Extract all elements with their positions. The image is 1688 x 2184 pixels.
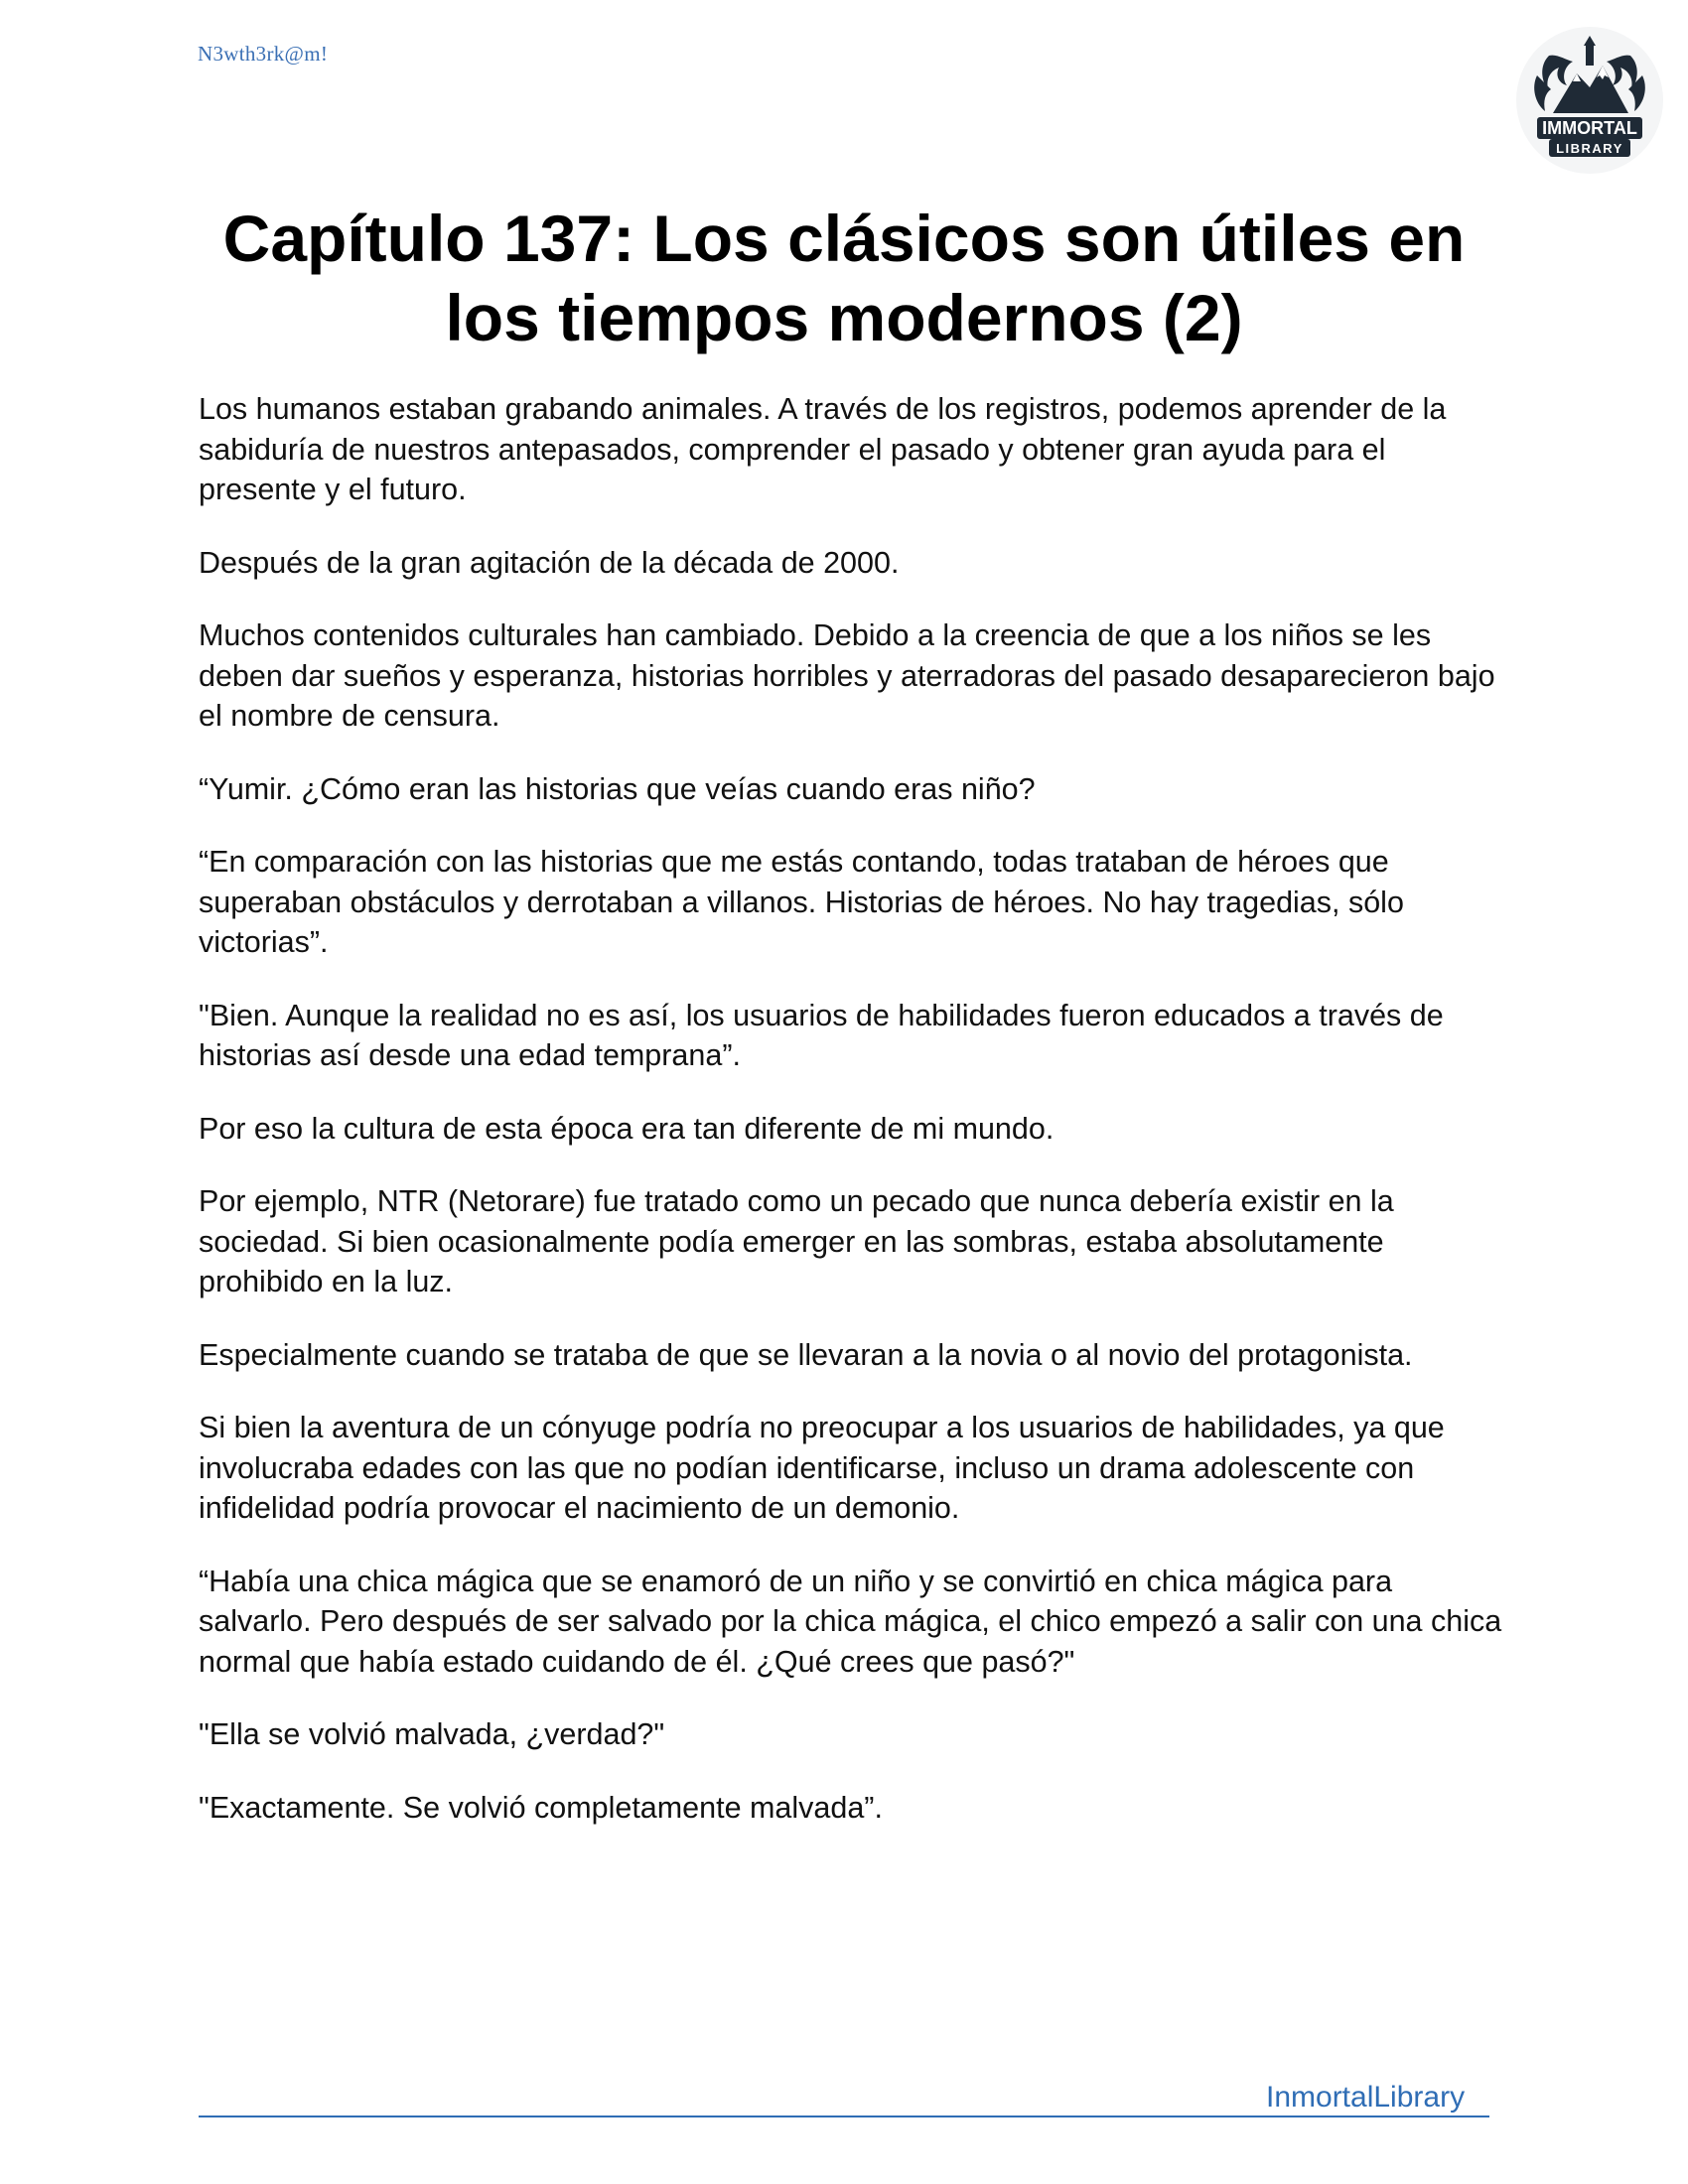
chapter-title-line1: Capítulo 137: Los clásicos son útiles en [222,202,1466,275]
paragraph: Muchos contenidos culturales han cambiado. Debido a la creencia de que a los niños se les deben dar sueños y esperanza, historias horribles y aterradoras del pasado desaparecieron bajo el nombre de censura. [199,618,1495,733]
paragraph: Por ejemplo, NTR (Netorare) fue tratado como un pecado que nunca debería existir en la sociedad. Si bien ocasionalmente podía emerger en las sombras, estaba absolutamente prohibido en la luz. [199,1184,1394,1298]
paragraph: “Yumir. ¿Cómo eran las historias que veías cuando eras niño? [199,771,1036,806]
footer-divider [199,2116,1489,2117]
paragraph: Los humanos estaban grabando animales. A través de los registros, podemos aprender de la sabiduría de nuestros antepasados, comprender el pasado y obtener gran ayuda para el presente y el futuro. [199,392,1447,506]
paragraph: Especialmente cuando se trataba de que se llevaran a la novia o al novio del protagonista. [199,1337,1413,1372]
logo-line1: IMMORTAL [1542,118,1637,138]
paragraph: "Exactamente. Se volvió completamente malvada”. [199,1790,883,1825]
chapter-body [199,389,1509,1860]
paragraph: “En comparación con las historias que me estás contando, todas trataban de héroes que superaban obstáculos y derrotaban a villanos. Historias de héroes. No hay tragedias, sólo victorias”. [199,845,1404,959]
watermark-text: N3wth3rk@m! [198,42,329,66]
chapter-title-line2: los tiempos modernos (2) [445,281,1243,354]
paragraph: "Bien. Aunque la realidad no es así, los usuarios de habilidades fueron educados a través de historias así desde una edad temprana”. [199,998,1444,1072]
paragraph: Por eso la cultura de esta época era tan diferente de mi mundo. [199,1111,1055,1146]
logo-line2: LIBRARY [1556,141,1623,156]
paragraph: “Había una chica mágica que se enamoró de un niño y se convirtió en chica mágica para salvarlo. Pero después de ser salvado por la chica mágica, el chico empezó a salir con una chica normal que había estado cuidando de él. ¿Qué crees que pasó?" [199,1564,1502,1679]
footer-library-link[interactable]: InmortalLibrary [1266,2081,1466,2114]
paragraph: Si bien la aventura de un cónyuge podría no preocupar a los usuarios de habilidades, ya que involucraba edades con las que no podían identificarse, incluso un drama adolescente con infidelidad podría provocar el nacimiento de un demonio. [199,1411,1445,1525]
chapter-title [199,199,1489,357]
paragraph: Después de la gran agitación de la década de 2000. [199,545,900,580]
immortal-library-logo-icon [1515,26,1664,175]
paragraph: "Ella se volvió malvada, ¿verdad?" [199,1717,665,1751]
